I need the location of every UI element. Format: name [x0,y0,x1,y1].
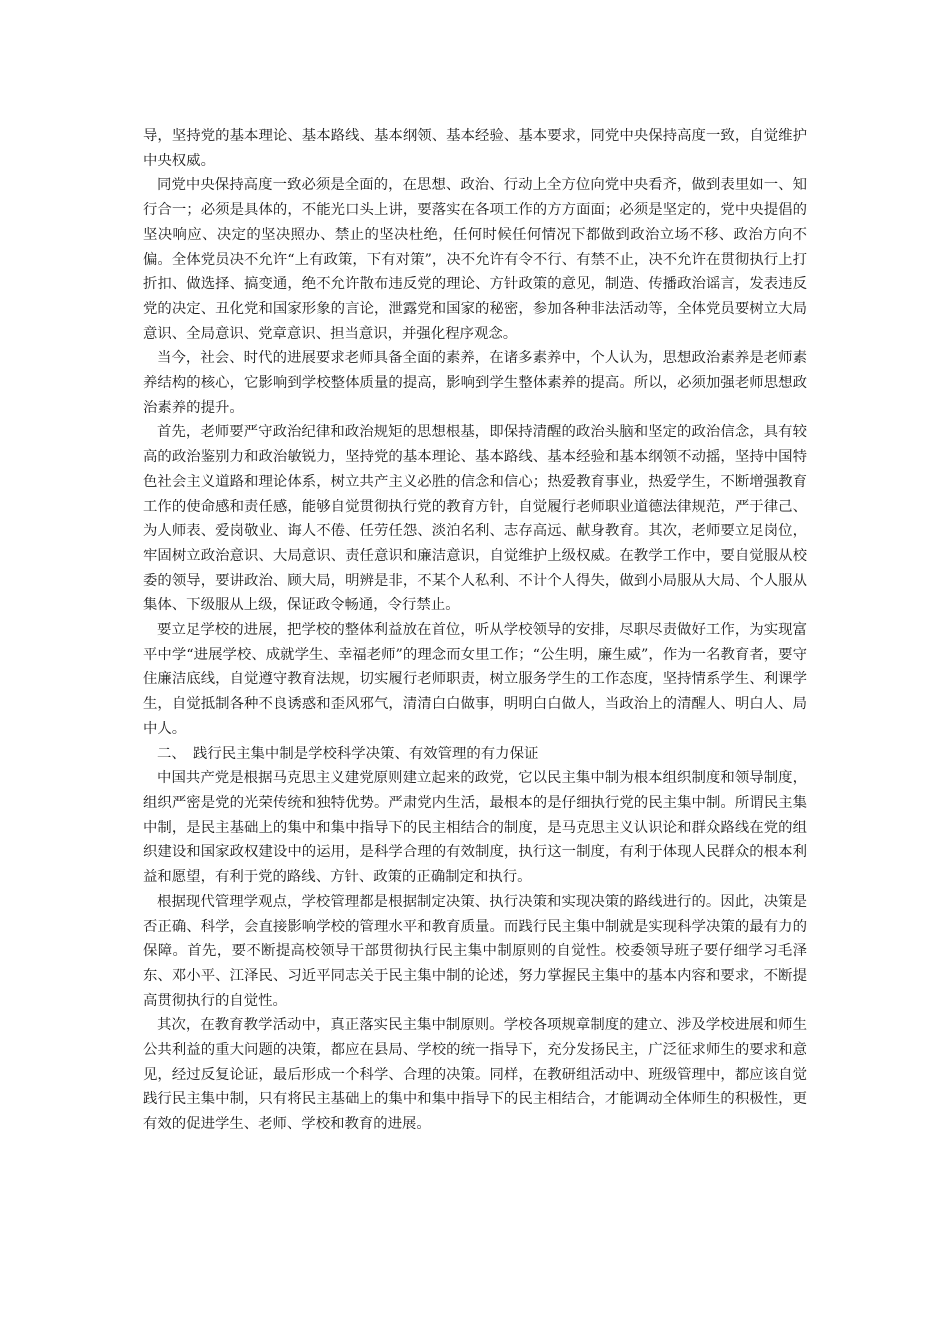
section-heading: 二、 践行民主集中制是学校科学决策、有效管理的有力保证 [157,745,539,762]
paragraph: 当今，社会、时代的进展要求老师具备全面的素养，在诸多素养中，个人认为，思想政治素养是老师素养结构的核心，它影响到学校整体质量的提高，影响到学生整体素养的提高。所以，必须加强老师思想政治素养的提升。 [143,350,807,416]
document-body [143,124,807,1137]
paragraph: 要立足学校的进展，把学校的整体利益放在首位，听从学校领导的安排，尽职尽责做好工作，为实现富平中学“进展学校、成就学生、幸福老师”的理念而女里工作；“公生明，廉生威”，作为一名教育者，要守住廉洁底线，自觉遵守教育法规，切实履行老师职责，树立服务学生的工作态度，坚持情系学生、利课学生，自觉抵制各种不良诱惑和歪风邪气，清清白白做事，明明白白做人，当政治上的清醒人、明白人、局中人。 [143,622,807,737]
paragraph: 同党中央保持高度一致必须是全面的，在思想、政治、行动上全方位向党中央看齐，做到表里如一、知行合一；必须是具体的，不能光口头上讲，要落实在各项工作的方方面面；必须是坚定的，党中央提倡的坚决响应、决定的坚决照办、禁止的坚决杜绝，任何时候任何情况下都做到政治立场不移、政治方向不偏。全体党员决不允许“上有政策，下有对策”，决不允许有令不行、有禁不止，决不允许在贯彻执行上打折扣、做选择、搞变通，绝不允许散布违反党的理论、方针政策的意见，制造、传播政治谣言，发表违反党的决定、丑化党和国家形象的言论，泄露党和国家的秘密，参加各种非法活动等，全体党员要树立大局意识、全局意识、党章意识、担当意识，并强化程序观念。 [143,177,807,342]
paragraph: 根据现代管理学观点，学校管理都是根据制定决策、执行决策和实现决策的路线进行的。因此，决策是否正确、科学，会直接影响学校的管理水平和教育质量。而践行民主集中制就是实现科学决策的最有力的保障。首先，要不断提高校领导干部贯彻执行民主集中制原则的自觉性。校委领导班子要仔细学习毛泽东、邓小平、江泽民、习近平同志关于民主集中制的论述，努力掌握民主集中的基本内容和要求，不断提高贯彻执行的自觉性。 [143,893,807,1009]
paragraph-continuation: 导，坚持党的基本理论、基本路线、基本纲领、基本经验、基本要求，同党中央保持高度一致，自觉维护中央权威。 [143,128,807,169]
paragraph: 中国共产党是根据马克思主义建党原则建立起来的政党，它以民主集中制为根本组织制度和领导制度，组织严密是党的光荣传统和独特优势。严肃党内生活，最根本的是仔细执行党的民主集中制。所谓民主集中制，是民主基础上的集中和集中指导下的民主相结合的制度，是马克思主义认识论和群众路线在党的组织建设和国家政权建设中的运用，是科学合理的有效制度，执行这一制度，有利于体现人民群众的根本利益和愿望，有利于党的路线、方针、政策的正确制定和执行。 [143,770,807,886]
paragraph: 其次，在教育教学活动中，真正落实民主集中制原则。学校各项规章制度的建立、涉及学校进展和师生公共利益的重大问题的决策，都应在县局、学校的统一指导下，充分发扬民主，广泛征求师生的要求和意见，经过反复论证，最后形成一个科学、合理的决策。同样，在教研组活动中、班级管理中，都应该自觉践行民主集中制，只有将民主基础上的集中和集中指导下的民主相结合，才能调动全体师生的积极性，更有效的促进学生、老师、学校和教育的进展。 [143,1017,807,1133]
paragraph: 首先，老师要严守政治纪律和政治规矩的思想根基，即保持清醒的政治头脑和坚定的政治信念，具有较高的政治鉴别力和政治敏锐力，坚持党的基本理论、基本路线、基本经验和基本纲领不动摇，坚持中国特色社会主义道路和理论体系，树立共产主义必胜的信念和信心；热爱教育事业，热爱学生，不断增强教育工作的使命感和责任感，能够自觉贯彻执行党的教育方针，自觉履行老师职业道德法律规范，严于律己、为人师表、爱岗敬业、诲人不倦、任劳任怨、淡泊名利、志存高远、献身教育。其次，老师要立足岗位，牢固树立政治意识、大局意识、责任意识和廉洁意识，自觉维护上级权威。在教学工作中，要自觉服从校委的领导，要讲政治、顾大局，明辨是非，不某个人私利、不计个人得失，做到小局服从大局、个人服从集体、下级服从上级，保证政令畅通，令行禁止。 [143,424,807,614]
